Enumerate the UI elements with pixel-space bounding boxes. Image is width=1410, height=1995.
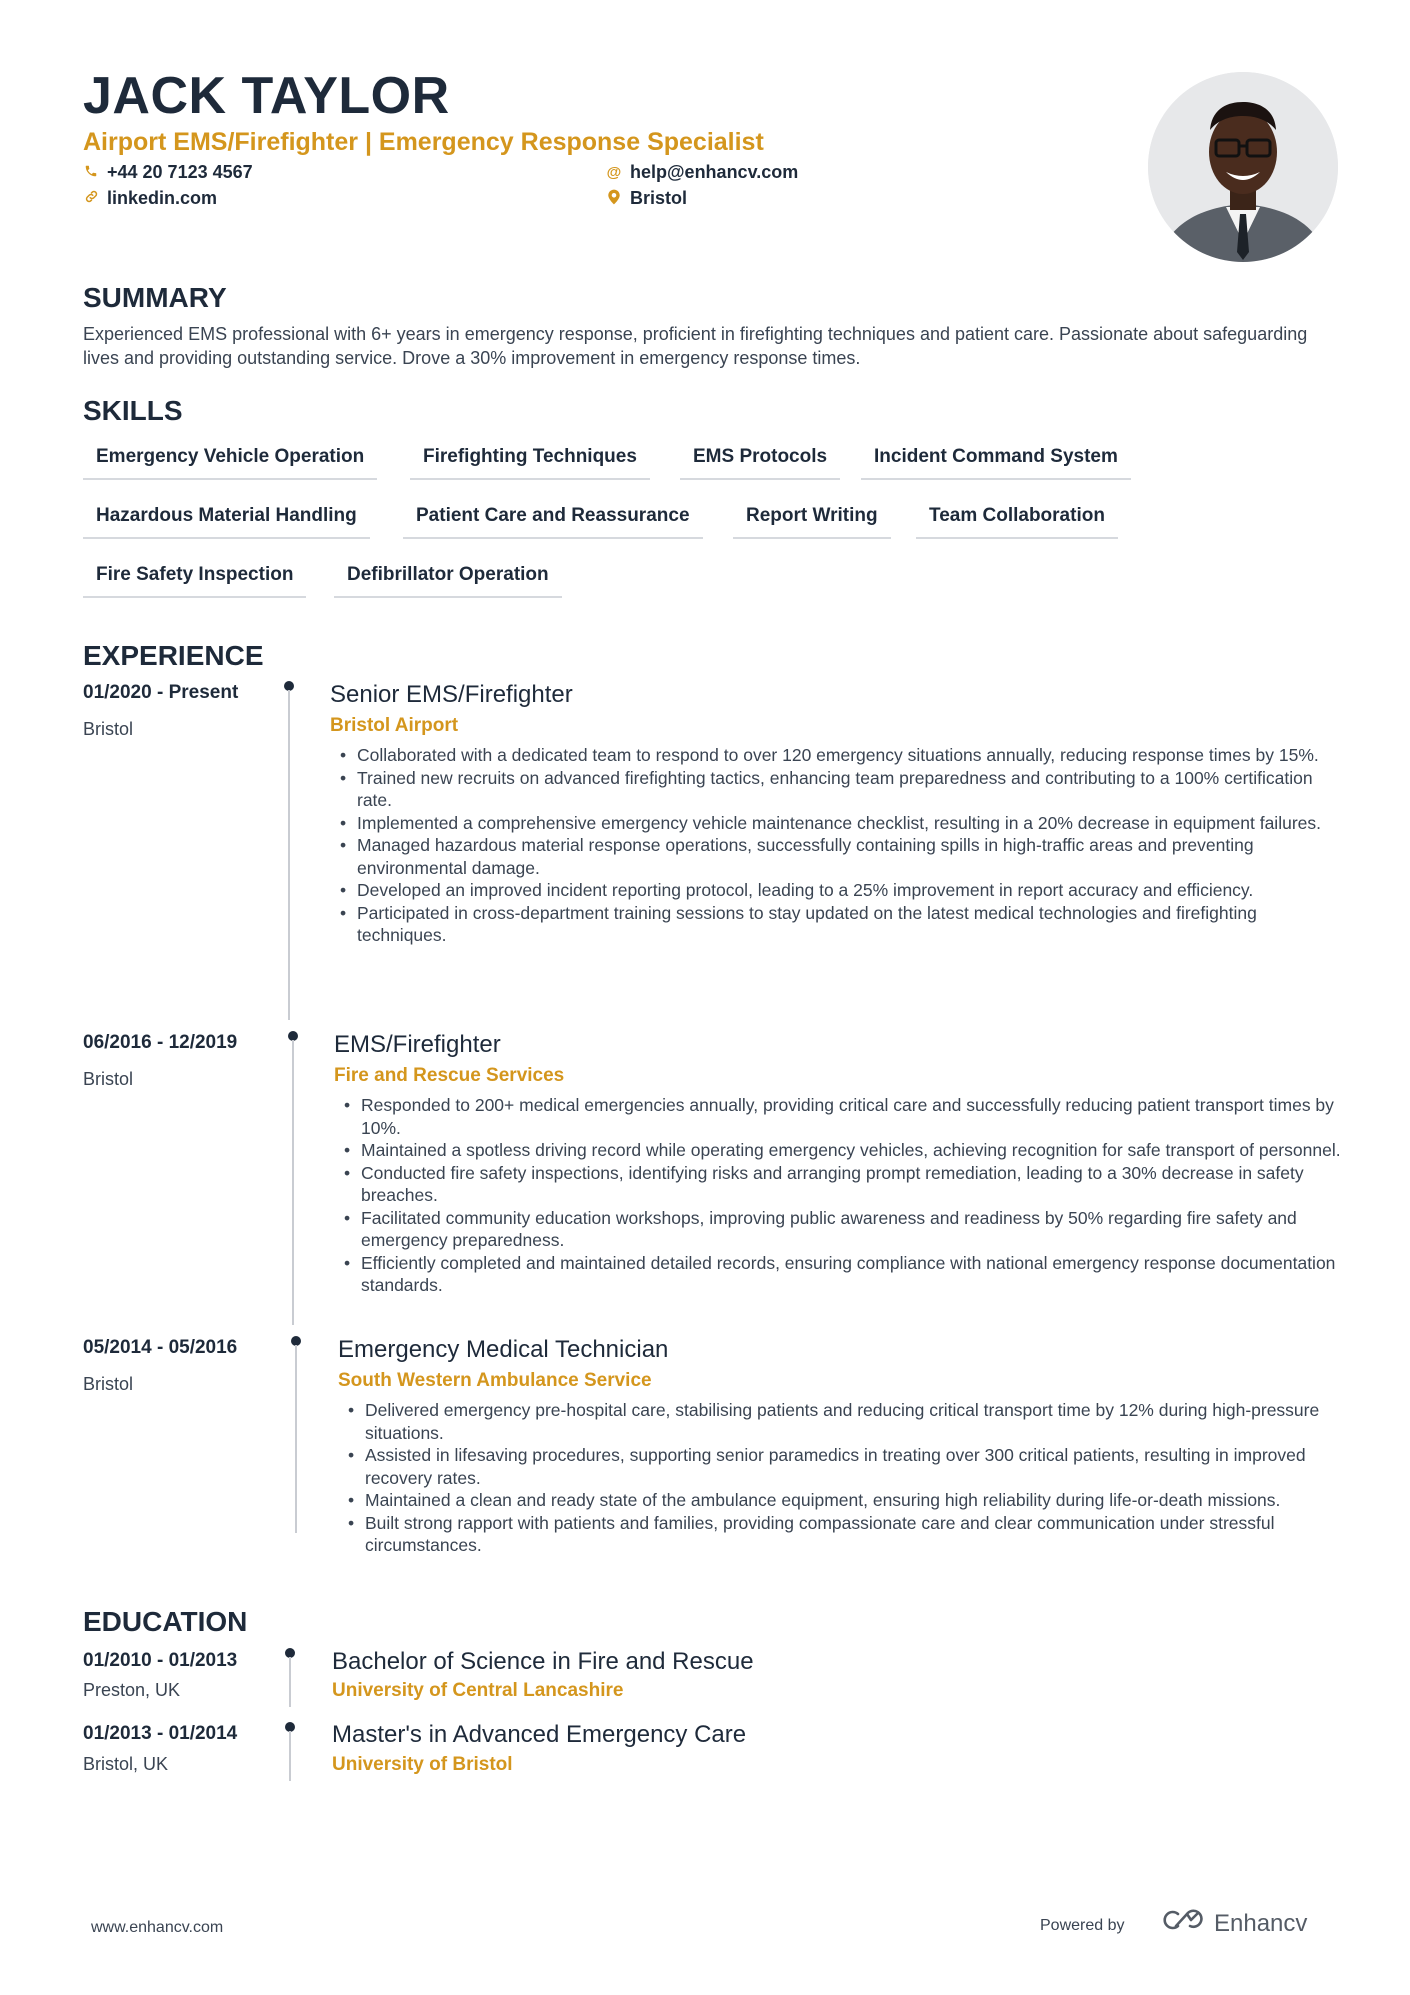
edu-degree: Bachelor of Science in Fire and Rescue [332, 1648, 754, 1675]
skill-tag: Emergency Vehicle Operation [83, 446, 377, 480]
list-item: • Participated in cross-department training sessions to stay updated on the latest medical technologies and firefighting techniques. [330, 902, 1340, 947]
linkedin-contact[interactable] [83, 188, 217, 209]
email-text[interactable]: help@enhancv.com [630, 162, 799, 182]
list-item: • Implemented a comprehensive emergency vehicle maintenance checklist, resulting in a 20% decrease in equipment failures. [330, 812, 1340, 835]
candidate-name: JACK TAYLOR [83, 67, 450, 125]
edu-school: University of Bristol [332, 1754, 513, 1775]
job-role: Senior EMS/Firefighter [330, 681, 573, 708]
skill-tag: Team Collaboration [916, 505, 1118, 539]
job-dates: 06/2016 - 12/2019 [83, 1032, 238, 1053]
list-item: • Built strong rapport with patients and families, providing compassionate care and clear communication under stressful circumstances. [338, 1512, 1338, 1557]
job-org: Fire and Rescue Services [334, 1065, 565, 1086]
skills-title: SKILLS [83, 395, 183, 426]
skill-tag: Incident Command System [861, 446, 1131, 480]
timeline-line [289, 1657, 291, 1707]
pin-icon [606, 189, 622, 209]
experience-title: EXPERIENCE [83, 640, 264, 671]
list-item: • Facilitated community education workshops, improving public awareness and readiness by 50% regarding fire safety and emergency preparedness. [334, 1207, 1344, 1252]
job-location: Bristol [83, 1069, 134, 1089]
job-location: Bristol [83, 719, 134, 739]
email-contact[interactable] [606, 162, 798, 183]
list-item: • Collaborated with a dedicated team to respond to over 120 emergency situations annually, reducing response times by 15%. [330, 744, 1340, 767]
edu-location: Preston, UK [83, 1680, 181, 1700]
job-org: Bristol Airport [330, 715, 459, 736]
job-bullets [330, 744, 1340, 947]
timeline-line [295, 1345, 297, 1533]
at-icon: @ [606, 164, 622, 181]
footer-website[interactable]: www.enhancv.com [91, 1919, 224, 1936]
location-contact [606, 188, 687, 209]
edu-school: University of Central Lancashire [332, 1680, 624, 1701]
phone-contact [83, 162, 253, 183]
timeline-line [288, 690, 290, 1020]
list-item: • Assisted in lifesaving procedures, supporting senior paramedics in treating over 300 critical patients, resulting in improved recovery rates. [338, 1444, 1338, 1489]
job-location: Bristol [83, 1374, 134, 1394]
timeline-line [292, 1040, 294, 1325]
education-title: EDUCATION [83, 1606, 248, 1637]
job-bullets [334, 1094, 1344, 1297]
list-item: • Responded to 200+ medical emergencies annually, providing critical care and successfully reducing patient transport times by 10%. [334, 1094, 1344, 1139]
phone-text: +44 20 7123 4567 [107, 162, 253, 182]
enhancv-logo-text: Enhancv [1214, 1909, 1308, 1937]
skill-tag: Report Writing [733, 505, 891, 539]
list-item: • Maintained a spotless driving record while operating emergency vehicles, achieving recognition for safe transport of personnel. [334, 1139, 1344, 1162]
skill-tag: EMS Protocols [680, 446, 840, 480]
edu-dates: 01/2013 - 01/2014 [83, 1723, 238, 1744]
skill-tag: Defibrillator Operation [334, 564, 562, 598]
skill-tag: Firefighting Techniques [410, 446, 650, 480]
list-item: • Managed hazardous material response operations, successfully containing spills in high-traffic areas and preventing environmental damage. [330, 834, 1340, 879]
timeline-line [289, 1731, 291, 1781]
job-dates: 05/2014 - 05/2016 [83, 1337, 238, 1358]
enhancv-logo[interactable] [1160, 1908, 1307, 1939]
enhancv-logo-icon [1160, 1908, 1206, 1939]
phone-icon [83, 164, 99, 182]
list-item: • Delivered emergency pre-hospital care, stabilising patients and reducing critical transport time by 12% during high-pressure situations. [338, 1399, 1338, 1444]
list-item: • Trained new recruits on advanced firefighting tactics, enhancing team preparedness and contributing to a 100% certification rate. [330, 767, 1340, 812]
list-item: • Efficiently completed and maintained detailed records, ensuring compliance with national emergency response documentation standards. [334, 1252, 1344, 1297]
location-text: Bristol [630, 188, 688, 208]
powered-by-label: Powered by [1040, 1917, 1125, 1934]
skill-tag: Fire Safety Inspection [83, 564, 306, 598]
summary-title: SUMMARY [83, 282, 227, 313]
summary-text: Experienced EMS professional with 6+ years in emergency response, proficient in firefighting techniques and patient care. Passionate about safeguarding lives and providing outstanding service. Drove a 30% improvement in emergency response times. [83, 324, 1308, 368]
linkedin-text[interactable]: linkedin.com [107, 188, 218, 208]
job-role: Emergency Medical Technician [338, 1336, 669, 1363]
list-item: • Developed an improved incident reporting protocol, leading to a 25% improvement in report accuracy and efficiency. [330, 879, 1340, 902]
edu-dates: 01/2010 - 01/2013 [83, 1650, 238, 1671]
job-org: South Western Ambulance Service [338, 1370, 652, 1391]
job-role: EMS/Firefighter [334, 1031, 501, 1058]
skill-tag: Patient Care and Reassurance [403, 505, 703, 539]
edu-degree: Master's in Advanced Emergency Care [332, 1721, 747, 1748]
job-dates: 01/2020 - Present [83, 682, 239, 703]
profile-photo [1148, 72, 1338, 262]
job-bullets [338, 1399, 1338, 1557]
list-item: • Conducted fire safety inspections, identifying risks and arranging prompt remediation, leading to a 30% decrease in safety breaches. [334, 1162, 1344, 1207]
headline: Airport EMS/Firefighter | Emergency Response Specialist [83, 128, 764, 156]
skill-tag: Hazardous Material Handling [83, 505, 370, 539]
link-icon [83, 189, 99, 208]
edu-location: Bristol, UK [83, 1754, 169, 1774]
list-item: • Maintained a clean and ready state of the ambulance equipment, ensuring high reliability during life-or-death missions. [338, 1489, 1338, 1512]
